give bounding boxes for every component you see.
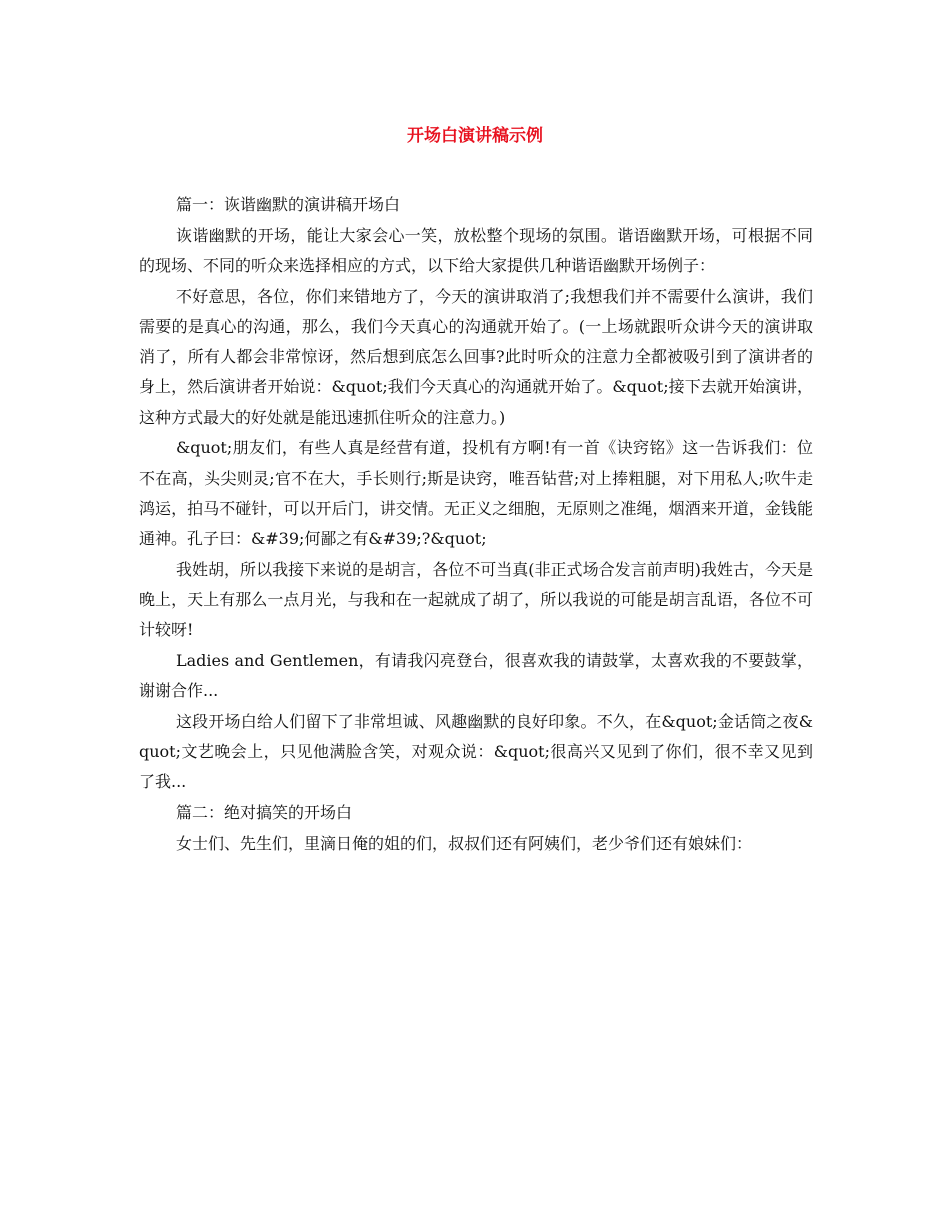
document-title: 开场白演讲稿示例 (407, 126, 543, 146)
paragraph: &quot;朋友们，有些人真是经营有道，投机有方啊!有一首《诀窍铭》这一告诉我们：位不在高，头尖则灵;官不在大，手长则行;斯是诀窍，唯吾钻营;对上捧粗腿，对下用私人;吹牛走鸿运，拍马不碰针，可以开后门，讲交情。无正义之细胞，无原则之准绳，烟酒来开道，金钱能通神。孔子曰：&#39;何鄙之有&#39;?&quot; (139, 438, 813, 549)
paragraph: 不好意思，各位，你们来错地方了，今天的演讲取消了;我想我们并不需要什么演讲，我们需要的是真心的沟通，那么，我们今天真心的沟通就开始了。(一上场就跟听众讲今天的演讲取消了，所有人都会非常惊讶，然后想到底怎么回事?此时听众的注意力全都被吸引到了演讲者的身上，然后演讲者开始说：&quot;我们今天真心的沟通就开始了。&quot;接下去就开始演讲，这种方式最大的好处就是能迅速抓住听众的注意力。) (139, 286, 813, 427)
document-body (139, 190, 813, 860)
paragraph: 诙谐幽默的开场，能让大家会心一笑，放松整个现场的氛围。谐语幽默开场，可根据不同的现场、不同的听众来选择相应的方式，以下给大家提供几种谐语幽默开场例子： (139, 225, 813, 275)
paragraph: Ladies and Gentlemen，有请我闪亮登台，很喜欢我的请鼓掌，太喜欢我的不要鼓掌，谢谢合作... (139, 651, 813, 701)
section-heading-2: 篇二：绝对搞笑的开场白 (176, 803, 353, 823)
paragraph: 我姓胡，所以我接下来说的是胡言，各位不可当真(非正式场合发言前声明)我姓古，今天是晚上，天上有那么一点月光，与我和在一起就成了胡了，所以我说的可能是胡言乱语，各位不可计较呀! (139, 559, 813, 640)
paragraph: 这段开场白给人们留下了非常坦诚、风趣幽默的良好印象。不久，在&quot;金话筒之夜&quot;文艺晚会上，只见他满脸含笑，对观众说：&quot;很高兴又见到了你们，很不幸又见到了我... (139, 712, 813, 792)
paragraph: 女士们、先生们，里滴日俺的姐的们，叔叔们还有阿姨们，老少爷们还有娘妹们： (176, 834, 753, 854)
section-heading-1: 篇一：诙谐幽默的演讲稿开场白 (176, 195, 401, 214)
